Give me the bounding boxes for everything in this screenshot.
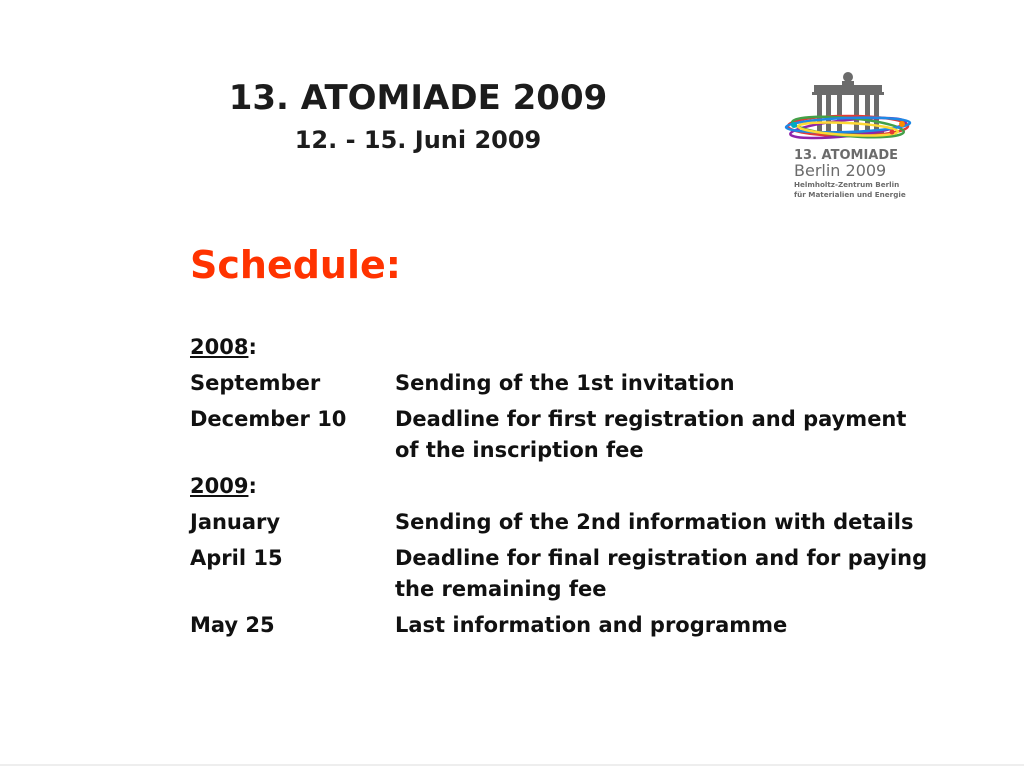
schedule-date: December 10 <box>190 407 347 431</box>
orbit-rings-icon <box>786 113 910 142</box>
year-colon: : <box>248 335 257 359</box>
schedule-row <box>190 507 930 538</box>
logo-line-3: Helmholtz-Zentrum Berlin <box>794 180 900 189</box>
schedule-row <box>190 404 930 466</box>
year-heading-2008 <box>190 332 930 364</box>
year-label: 2008 <box>190 335 249 359</box>
year-label: 2009 <box>190 474 249 498</box>
atomiade-logo <box>782 70 920 202</box>
schedule-description: Last information and programme <box>395 613 788 637</box>
schedule-row <box>190 610 930 641</box>
schedule-row <box>190 368 930 399</box>
schedule-list <box>190 332 930 646</box>
logo-line-2: Berlin 2009 <box>794 161 887 180</box>
schedule-description: Deadline for first registration and payment of the inscription fee <box>395 407 907 462</box>
schedule-date: May 25 <box>190 613 275 637</box>
schedule-description: Deadline for final registration and for paying the remaining fee <box>395 546 928 601</box>
year-heading-2009 <box>190 471 930 503</box>
schedule-date: April 15 <box>190 546 283 570</box>
logo-line-1: 13. ATOMIADE <box>794 148 899 163</box>
schedule-date: January <box>190 510 281 534</box>
schedule-description: Sending of the 1st invitation <box>395 371 735 395</box>
slide-subtitle: 12. - 15. Juni 2009 <box>294 126 542 154</box>
logo-line-4: für Materialien und Energie <box>794 190 906 199</box>
schedule-heading: Schedule: <box>190 243 401 287</box>
schedule-description: Sending of the 2nd information with details <box>395 510 914 534</box>
schedule-date: September <box>190 371 321 395</box>
schedule-row <box>190 543 930 605</box>
year-colon: : <box>248 474 257 498</box>
bottom-divider <box>0 764 1024 766</box>
slide-title: 13. ATOMIADE 2009 <box>228 78 608 118</box>
